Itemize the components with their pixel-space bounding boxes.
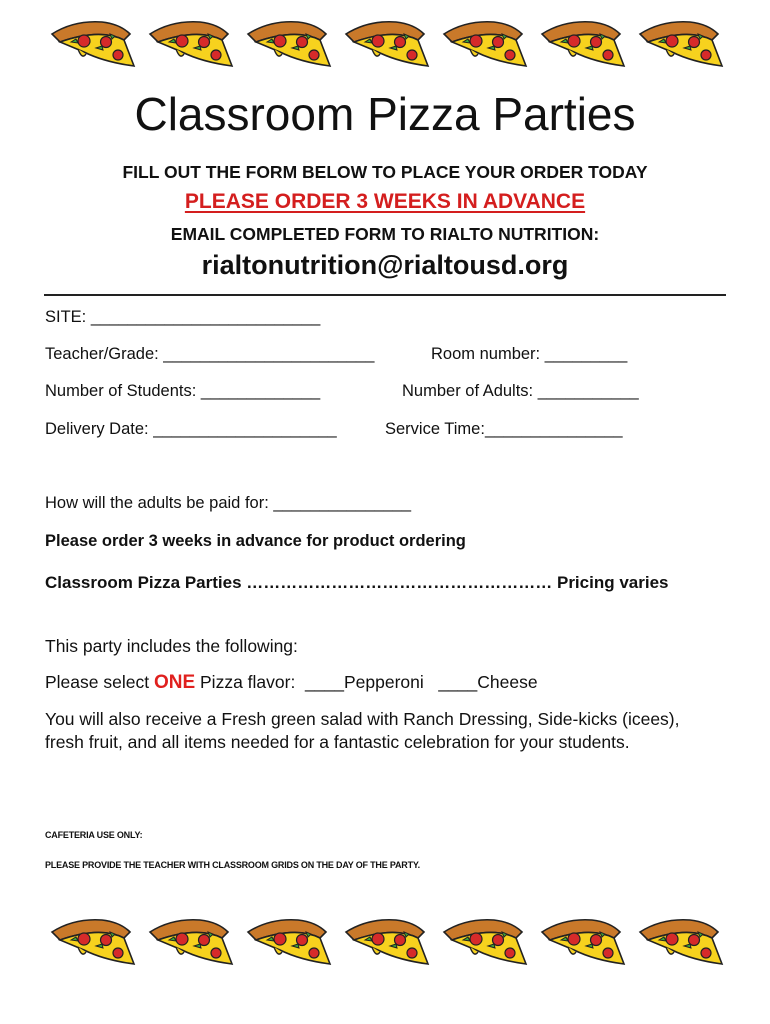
site-field[interactable]: SITE: _________________________ [45,308,321,326]
pizza-slice-icon [142,914,234,970]
cafeteria-use-label: CAFETERIA USE ONLY: [45,830,143,840]
select-options: Pizza flavor: ____Pepperoni ____Cheese [195,672,538,692]
pizza-slice-icon [142,16,234,72]
pizza-slice-icon [632,914,724,970]
email-address[interactable]: rialtonutrition@rialtousd.org [201,250,569,280]
number-of-adults-field[interactable]: Number of Adults: ___________ [402,382,639,400]
pizza-slice-icon [338,914,430,970]
pizza-border-bottom [44,914,724,970]
pizza-slice-icon [240,16,332,72]
service-time-field[interactable]: Service Time:_______________ [385,420,623,438]
pizza-border-top [44,16,724,72]
number-of-students-field[interactable]: Number of Students: _____________ [45,382,321,400]
select-prefix: Please select [45,672,154,692]
adults-payment-field[interactable]: How will the adults be paid for: _______________ [45,494,412,512]
pizza-slice-icon [436,16,528,72]
select-one-emphasis: ONE [153,672,196,693]
pizza-slice-icon [534,16,626,72]
pizza-slice-icon [44,16,136,72]
teacher-grade-field[interactable]: Teacher/Grade: _______________________ [45,345,375,363]
page-title: Classroom Pizza Parties [134,88,636,140]
classroom-grids-note: PLEASE PROVIDE THE TEACHER WITH CLASSROOM GRIDS ON THE DAY OF THE PARTY. [45,860,420,870]
pizza-slice-icon [632,16,724,72]
includes-heading: This party includes the following: [45,636,298,656]
order-notice: Please order 3 weeks in advance for product ordering [45,532,466,550]
pizza-slice-icon [44,914,136,970]
delivery-date-field[interactable]: Delivery Date: ____________________ [45,420,337,438]
pricing-line: Classroom Pizza Parties ……………………………………………… Pricing varies [45,573,669,592]
advance-notice [0,190,770,214]
advance-notice-text: PLEASE ORDER 3 WEEKS IN ADVANCE [184,190,586,213]
divider [44,294,726,296]
email-instruction: EMAIL COMPLETED FORM TO RIALTO NUTRITION: [170,224,600,244]
pizza-slice-icon [338,16,430,72]
room-number-field[interactable]: Room number: _________ [431,345,628,363]
fill-out-instruction: FILL OUT THE FORM BELOW TO PLACE YOUR ORDER TODAY [122,162,648,182]
pizza-slice-icon [534,914,626,970]
pizza-slice-icon [436,914,528,970]
pizza-slice-icon [240,914,332,970]
flavor-selection[interactable] [45,672,538,694]
included-items-text: You will also receive a Fresh green salad with Ranch Dressing, Side-kicks (icees), fresh fruit, and all items needed for a fantastic celebration for your students. [45,709,680,752]
